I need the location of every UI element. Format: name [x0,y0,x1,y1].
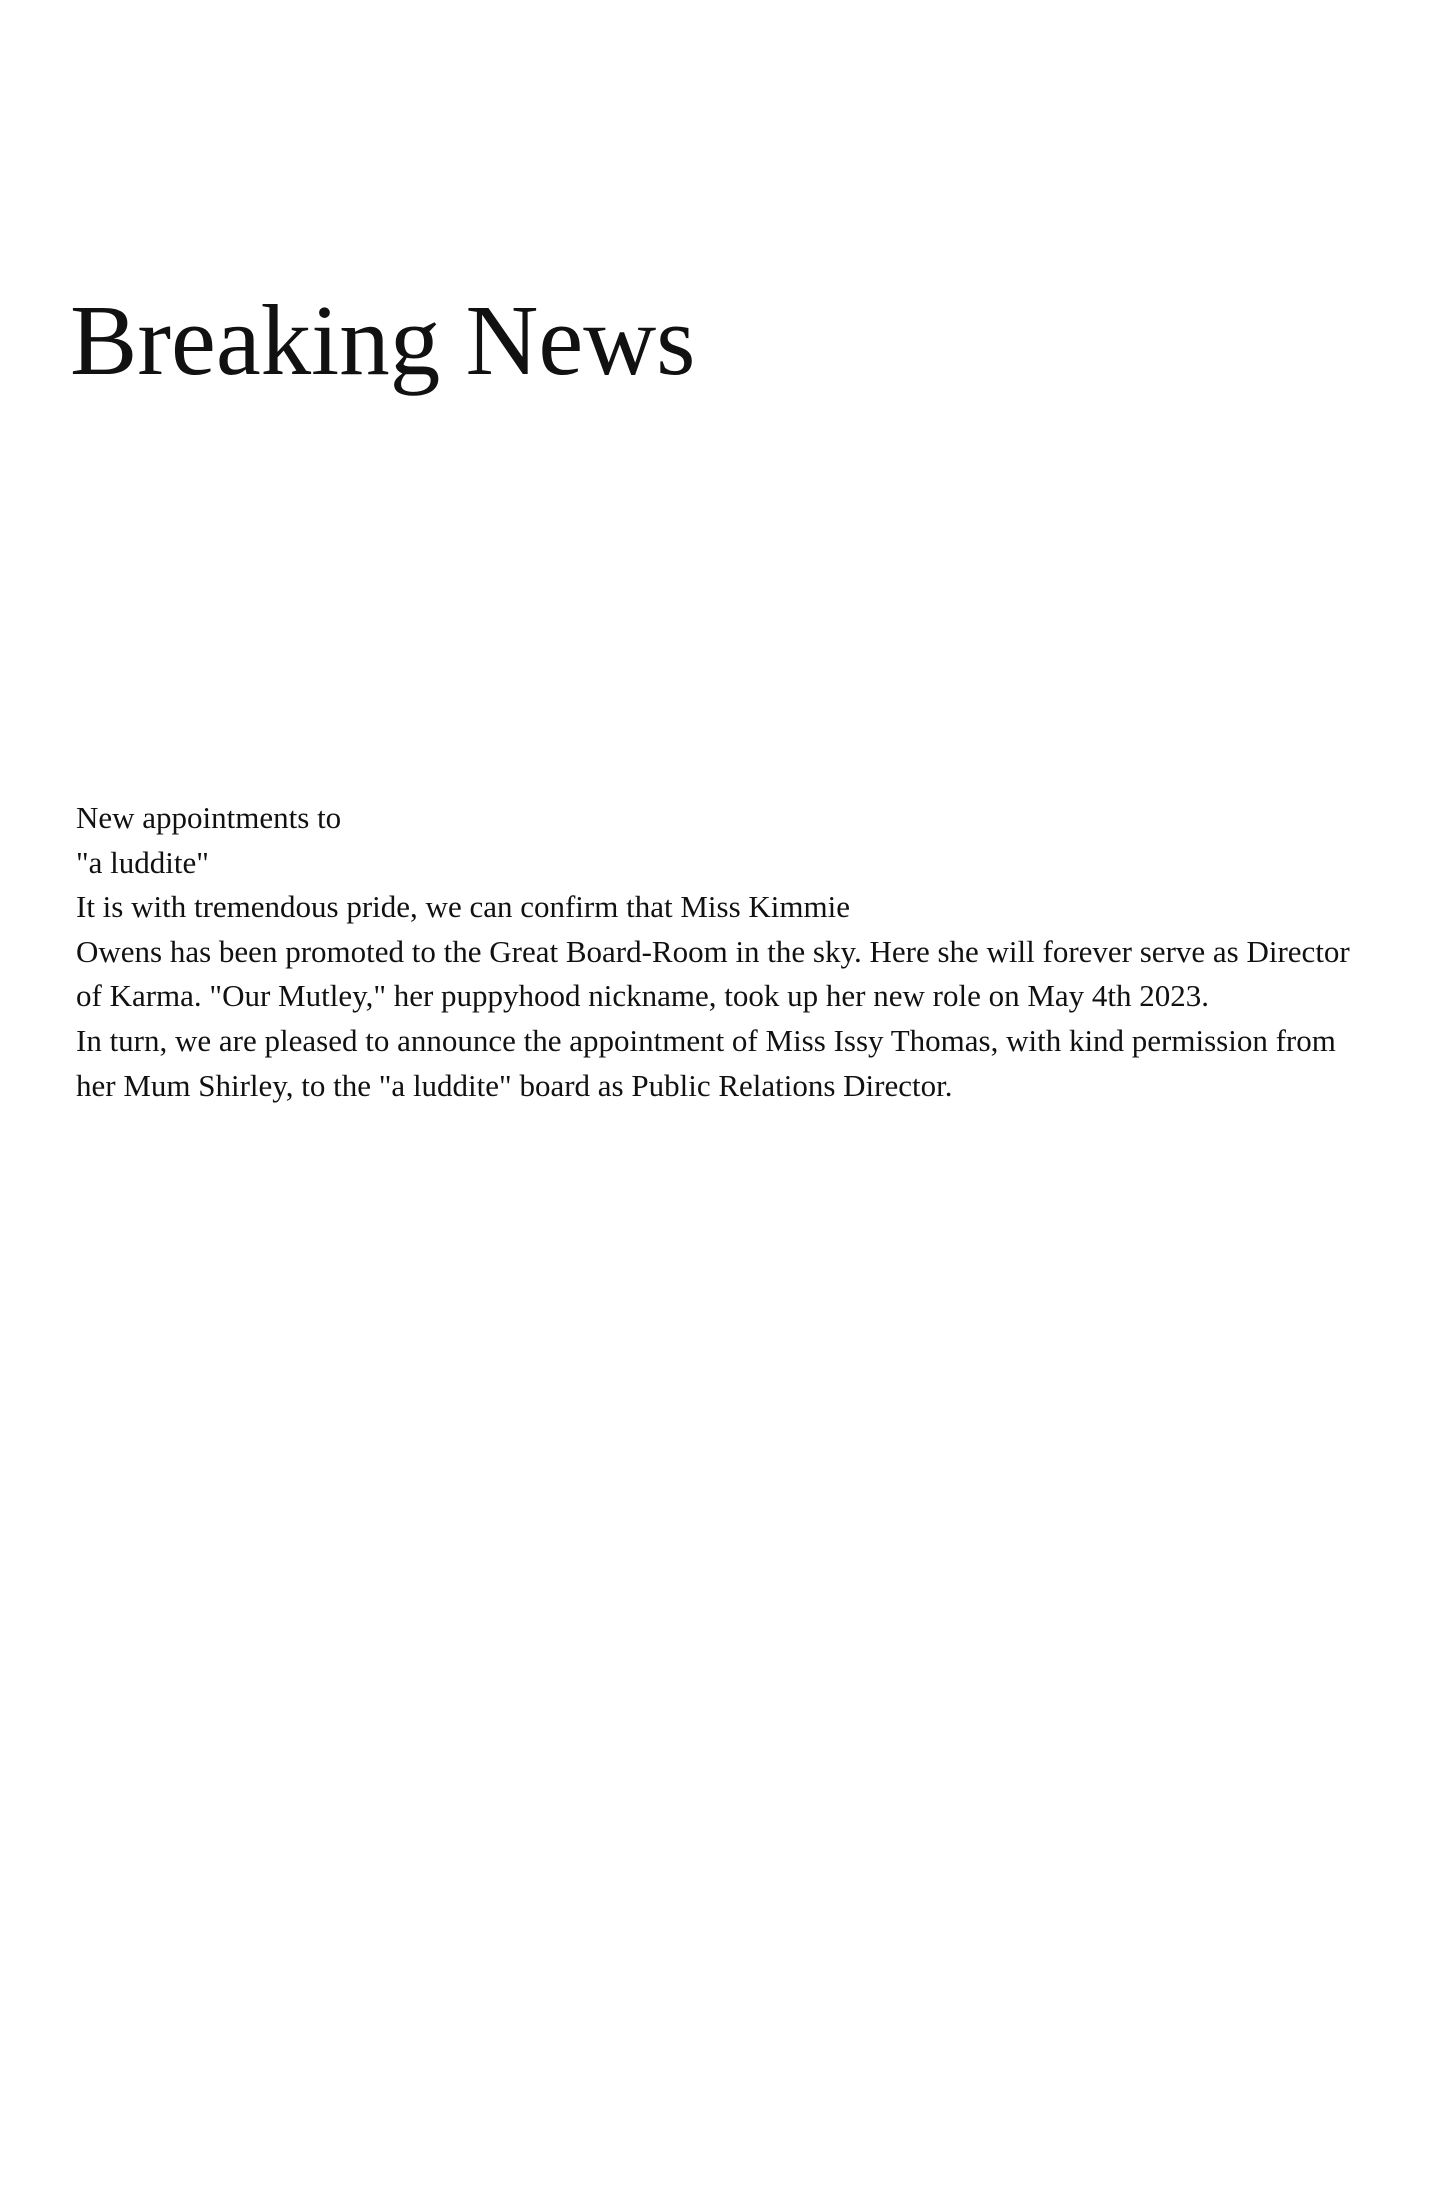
announcement-text: Owens has been promoted to the Great Board-Room in the sky. Here she will forever serve as Director of Karma. "Our Mutley," her puppyhood nickname, took up her new role on May 4th 2023. [76,933,1350,1014]
article-body [76,796,1366,1108]
announcement-lead-line: It is with tremendous pride, we can confirm that Miss Kimmie [76,889,850,925]
page-title: Breaking News [70,284,696,396]
intro-line: New appointments to [76,800,342,835]
appointment-paragraph: In turn, we are pleased to announce the appointment of Miss Issy Thomas, with kind permission from her Mum Shirley, to the "a luddite" board as Public Relations Director. [76,1022,1336,1103]
announcement-paragraph [76,885,1366,1019]
intro-subject: "a luddite" [76,844,209,880]
